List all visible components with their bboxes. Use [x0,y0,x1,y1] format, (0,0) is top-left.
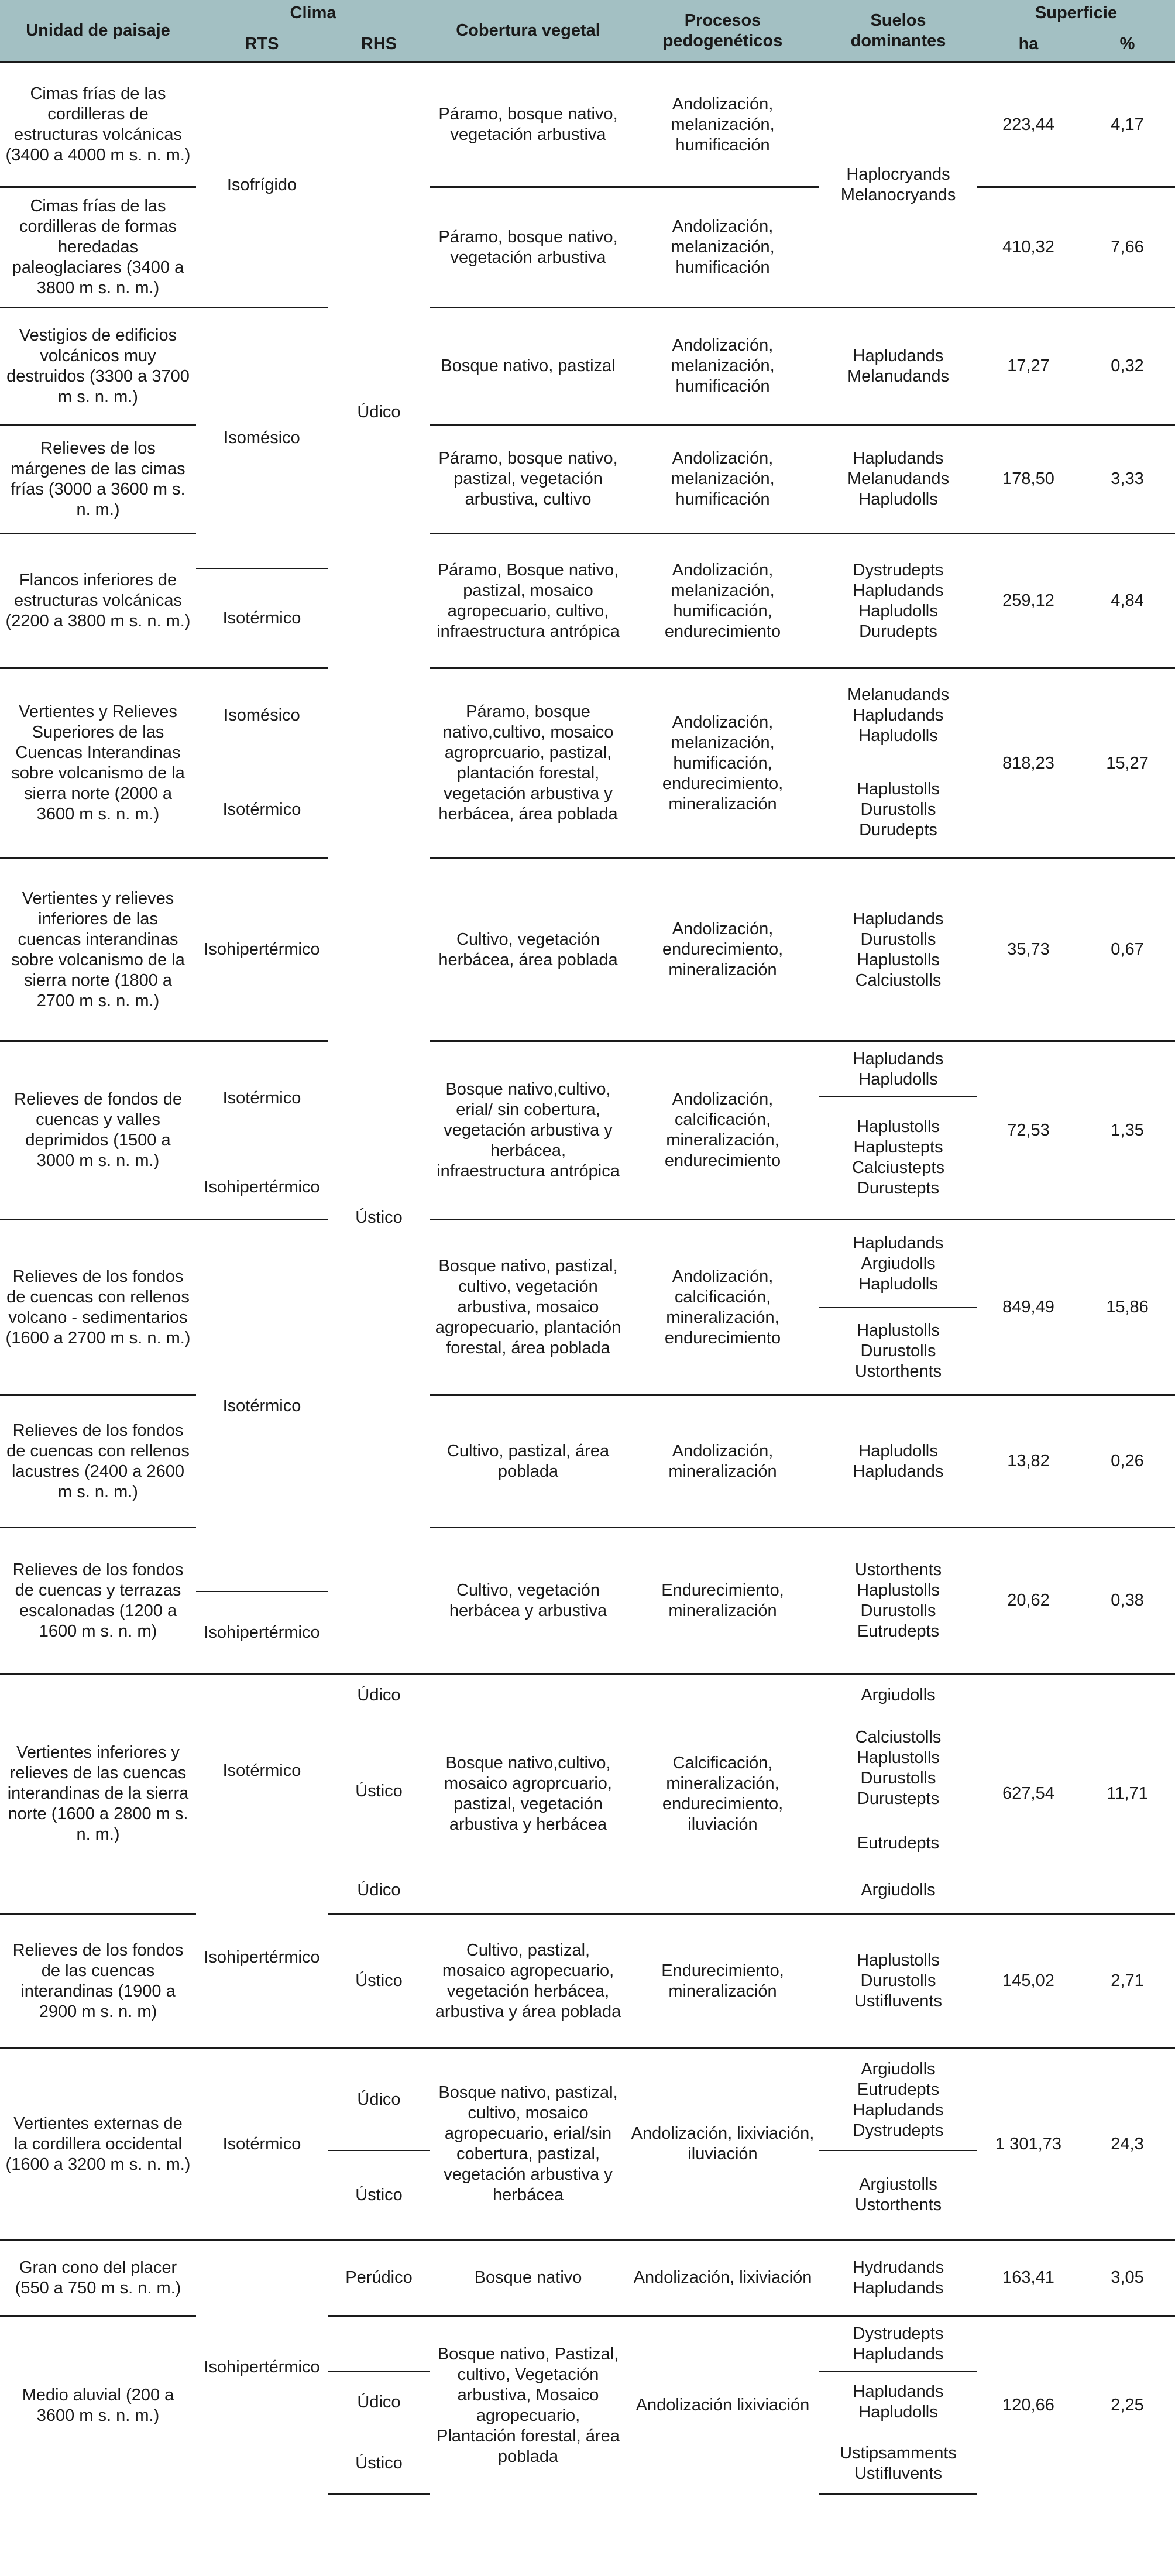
col-header-rts: RTS [196,26,328,63]
procesos-cell: Andolización, calcificación, mineralización, endurecimiento [626,1220,819,1395]
rts-cell: Isohipertérmico [196,859,328,1041]
suelos-cell: Haplustolls Haplustepts Calciustepts Durustepts [819,1097,977,1220]
table-row [0,668,1175,762]
pct-cell: 4,17 [1080,63,1175,187]
procesos-cell: Andolización, lixiviación [626,2240,819,2316]
rhs-cell: Ústico [328,2151,430,2240]
suelos-cell: Ustorthents Haplustolls Durustolls Eutrudepts [819,1528,977,1674]
procesos-cell: Endurecimiento, mineralización [626,1914,819,2049]
landscape-unit: Vertientes y relieves inferiores de las cuencas interandinas sobre volcanismo de la sierra norte (1800 a 2700 m s. n. m.) [0,859,196,1041]
landscape-unit: Relieves de los fondos de cuencas y terrazas escalonadas (1200 a 1600 m s. n. m) [0,1528,196,1674]
col-header-pct: % [1080,26,1175,63]
table-row [0,308,1175,425]
rts-cell: Isohipertérmico [196,2240,328,2495]
rhs-cell: Ústico [328,762,430,1674]
rhs-cell: Údico [328,63,430,762]
ha-cell: 35,73 [977,859,1080,1041]
cobertura-cell: Bosque nativo [430,2240,626,2316]
col-header-cobertura: Cobertura vegetal [430,0,626,63]
rts-cell: Isofrígido [196,63,328,308]
rhs-cell: Údico [328,1867,430,1914]
suelos-cell: Melanudands Hapludands Hapludolls [819,668,977,762]
ha-cell: 20,62 [977,1528,1080,1674]
col-header-procesos: Procesos pedogenéticos [626,0,819,63]
procesos-cell: Andolización lixiviación [626,2316,819,2495]
header-row-1 [0,0,1175,26]
landscape-unit: Relieves de los fondos de las cuencas interandinas (1900 a 2900 m s. n. m) [0,1914,196,2049]
pct-cell: 3,05 [1080,2240,1175,2316]
suelos-cell: Hapludands Hapludolls [819,2372,977,2433]
ha-cell: 178,50 [977,425,1080,534]
cobertura-cell: Páramo, Bosque nativo, pastizal, mosaico agropecuario, cultivo, infraestructura antrópica [430,534,626,668]
cobertura-cell: Bosque nativo, Pastizal, cultivo, Vegetación arbustiva, Mosaico agropecuario, Plantación forestal, área poblada [430,2316,626,2495]
cobertura-cell: Cultivo, vegetación herbácea y arbustiva [430,1528,626,1674]
pct-cell: 0,26 [1080,1395,1175,1528]
procesos-cell: Andolización, melanización, humificación [626,308,819,425]
suelos-cell: Dystrudepts Hapludands Hapludolls Durudepts [819,534,977,668]
pct-cell: 1,35 [1080,1041,1175,1220]
table-row [0,2049,1175,2151]
rhs-cell: Údico [328,2372,430,2433]
suelos-cell: Argiudolls [819,1674,977,1716]
ha-cell: 223,44 [977,63,1080,187]
table-row [0,1674,1175,1716]
cobertura-cell: Cultivo, pastizal, mosaico agropecuario, vegetación herbácea, arbustiva y área poblada [430,1914,626,2049]
table-row [0,1528,1175,1592]
pct-cell: 2,25 [1080,2316,1175,2495]
rhs-cell: Údico [328,2049,430,2151]
rts-cell: Isohipertérmico [196,1592,328,1674]
ha-cell: 259,12 [977,534,1080,668]
suelos-cell: Hapludands Argiudolls Hapludolls [819,1220,977,1308]
suelos-cell: Argiudolls Eutrudepts Hapludands Dystrudepts [819,2049,977,2151]
ha-cell: 120,66 [977,2316,1080,2495]
landscape-unit: Vestigios de edificios volcánicos muy destruidos (3300 a 3700 m s. n. m.) [0,308,196,425]
table-row [0,187,1175,308]
landscape-unit: Relieves de fondos de cuencas y valles deprimidos (1500 a 3000 m s. n. m.) [0,1041,196,1220]
procesos-cell: Andolización, melanización, humificación [626,63,819,187]
landscape-unit: Relieves de los fondos de cuencas con rellenos volcano - sedimentarios (1600 a 2700 m s. n. m.) [0,1220,196,1395]
suelos-cell: Calciustolls Haplustolls Durustolls Durustepts [819,1716,977,1820]
table-row [0,1041,1175,1097]
procesos-cell: Andolización, mineralización [626,1395,819,1528]
col-header-ha: ha [977,26,1080,63]
table-row [0,63,1175,187]
rhs-cell: Ústico [328,1716,430,1867]
suelos-cell: Argiustolls Ustorthents [819,2151,977,2240]
suelos-cell: Haplustolls Durustolls Ustorthents [819,1308,977,1395]
procesos-cell: Andolización, calcificación, mineralización, endurecimiento [626,1041,819,1220]
ha-cell: 410,32 [977,187,1080,308]
col-header-clima: Clima [196,0,430,26]
ha-cell: 145,02 [977,1914,1080,2049]
pct-cell: 2,71 [1080,1914,1175,2049]
col-header-suelos: Suelos dominantes [819,0,977,63]
pct-cell: 7,66 [1080,187,1175,308]
ha-cell: 17,27 [977,308,1080,425]
suelos-cell: Hapludands Melanudands [819,308,977,425]
procesos-cell: Andolización, melanización, humificación, endurecimiento [626,534,819,668]
rts-cell: Isomésico [196,308,328,569]
suelos-cell: Hapludolls Hapludands [819,1395,977,1528]
table-row [0,2240,1175,2316]
pct-cell: 24,3 [1080,2049,1175,2240]
landscape-unit: Medio aluvial (200 a 3600 m s. n. m.) [0,2316,196,2495]
cobertura-cell: Páramo, bosque nativo,cultivo, mosaico agroprcuario, pastizal, plantación forestal, vegetación arbustiva y herbácea, área poblada [430,668,626,859]
cobertura-cell: Bosque nativo,cultivo, erial/ sin cobertura, vegetación arbustiva y herbácea, infraestructura antrópica [430,1041,626,1220]
col-header-unidad: Unidad de paisaje [0,0,196,63]
rts-cell: Isotérmico [196,2049,328,2240]
rhs-cell: Ústico [328,1914,430,2049]
cobertura-cell: Bosque nativo, pastizal, cultivo, vegetación arbustiva, mosaico agropecuario, plantación forestal, área poblada [430,1220,626,1395]
table-row [0,425,1175,534]
rts-cell: Isotérmico [196,1220,328,1592]
suelos-cell: Hydrudands Hapludands [819,2240,977,2316]
cobertura-cell: Cultivo, pastizal, área poblada [430,1395,626,1528]
landscape-unit: Flancos inferiores de estructuras volcánicas (2200 a 3800 m s. n. m.) [0,534,196,668]
cobertura-cell: Páramo, bosque nativo, pastizal, vegetación arbustiva, cultivo [430,425,626,534]
pct-cell: 15,27 [1080,668,1175,859]
table-row [0,534,1175,569]
landscape-unit: Cimas frías de las cordilleras de estructuras volcánicas (3400 a 4000 m s. n. m.) [0,63,196,187]
table-row [0,1914,1175,2049]
pct-cell: 11,71 [1080,1674,1175,1914]
cobertura-cell: Bosque nativo, pastizal [430,308,626,425]
cobertura-cell: Páramo, bosque nativo, vegetación arbustiva [430,187,626,308]
landscape-unit: Relieves de los fondos de cuencas con rellenos lacustres (2400 a 2600 m s. n. m.) [0,1395,196,1528]
pct-cell: 0,67 [1080,859,1175,1041]
ha-cell: 13,82 [977,1395,1080,1528]
rhs-cell: Ústico [328,2433,430,2495]
table-row [0,1395,1175,1528]
procesos-cell: Andolización, melanización, humificación [626,187,819,308]
suelos-cell: Hapludands Durustolls Haplustolls Calciustolls [819,859,977,1041]
pct-cell: 0,32 [1080,308,1175,425]
landscape-unit: Vertientes inferiores y relieves de las cuencas interandinas de la sierra norte (1600 a 2800 m s. n. m.) [0,1674,196,1914]
pct-cell: 3,33 [1080,425,1175,534]
col-header-rhs: RHS [328,26,430,63]
col-header-superficie: Superficie [977,0,1175,26]
suelos-cell: Haplustolls Durustolls Durudepts [819,762,977,859]
suelos-cell: Dystrudepts Hapludands [819,2316,977,2372]
rhs-cell: Údico [328,1674,430,1716]
cobertura-cell: Bosque nativo, pastizal, cultivo, mosaico agropecuario, erial/sin cobertura, pastizal, vegetación arbustiva y herbácea [430,2049,626,2240]
rhs-cell: Perúdico [328,2240,430,2316]
suelos-cell: Hapludands Hapludolls [819,1041,977,1097]
rts-cell: Isohipertérmico [196,1155,328,1220]
ha-cell: 1 301,73 [977,2049,1080,2240]
procesos-cell: Andolización, lixiviación, iluviación [626,2049,819,2240]
landscape-unit: Cimas frías de las cordilleras de formas heredadas paleoglaciares (3400 a 3800 m s. n. m.) [0,187,196,308]
rts-cell: Isotérmico [196,1674,328,1867]
table-row [0,2316,1175,2372]
suelos-cell: Haplustolls Durustolls Ustifluvents [819,1914,977,2049]
rts-cell: Isohipertérmico [196,1867,328,2049]
suelos-cell: Haplocryands Melanocryands [819,63,977,308]
rts-cell: Isomésico [196,668,328,762]
suelos-cell: Ustipsamments Ustifluvents [819,2433,977,2495]
pct-cell: 4,84 [1080,534,1175,668]
procesos-cell: Andolización, melanización, humificación, endurecimiento, mineralización [626,668,819,859]
rts-cell: Isotérmico [196,762,328,859]
pct-cell: 0,38 [1080,1528,1175,1674]
procesos-cell: Endurecimiento, mineralización [626,1528,819,1674]
ha-cell: 72,53 [977,1041,1080,1220]
suelos-cell: Eutrudepts [819,1820,977,1867]
pct-cell: 15,86 [1080,1220,1175,1395]
cobertura-cell: Bosque nativo,cultivo, mosaico agroprcuario, pastizal, vegetación arbustiva y herbácea [430,1674,626,1914]
rts-cell: Isotérmico [196,569,328,668]
landscape-unit: Vertientes y Relieves Superiores de las Cuencas Interandinas sobre volcanismo de la sierra norte (2000 a 3600 m s. n. m.) [0,668,196,859]
procesos-cell: Calcificación, mineralización, endurecimiento, iluviación [626,1674,819,1914]
landscape-unit: Relieves de los márgenes de las cimas frías (3000 a 3600 m s. n. m.) [0,425,196,534]
landscape-unit: Gran cono del placer (550 a 750 m s. n. m.) [0,2240,196,2316]
rts-cell: Isotérmico [196,1041,328,1155]
cobertura-cell: Cultivo, vegetación herbácea, área poblada [430,859,626,1041]
ha-cell: 818,23 [977,668,1080,859]
ha-cell: 627,54 [977,1674,1080,1914]
suelos-cell: Argiudolls [819,1867,977,1914]
cobertura-cell: Páramo, bosque nativo, vegetación arbustiva [430,63,626,187]
procesos-cell: Andolización, melanización, humificación [626,425,819,534]
rhs-cell [328,2316,430,2372]
ha-cell: 163,41 [977,2240,1080,2316]
landscape-unit: Vertientes externas de la cordillera occidental (1600 a 3200 m s. n. m.) [0,2049,196,2240]
table-row [0,859,1175,1041]
ha-cell: 849,49 [977,1220,1080,1395]
suelos-cell: Hapludands Melanudands Hapludolls [819,425,977,534]
procesos-cell: Andolización, endurecimiento, mineralización [626,859,819,1041]
table-row [0,1220,1175,1308]
